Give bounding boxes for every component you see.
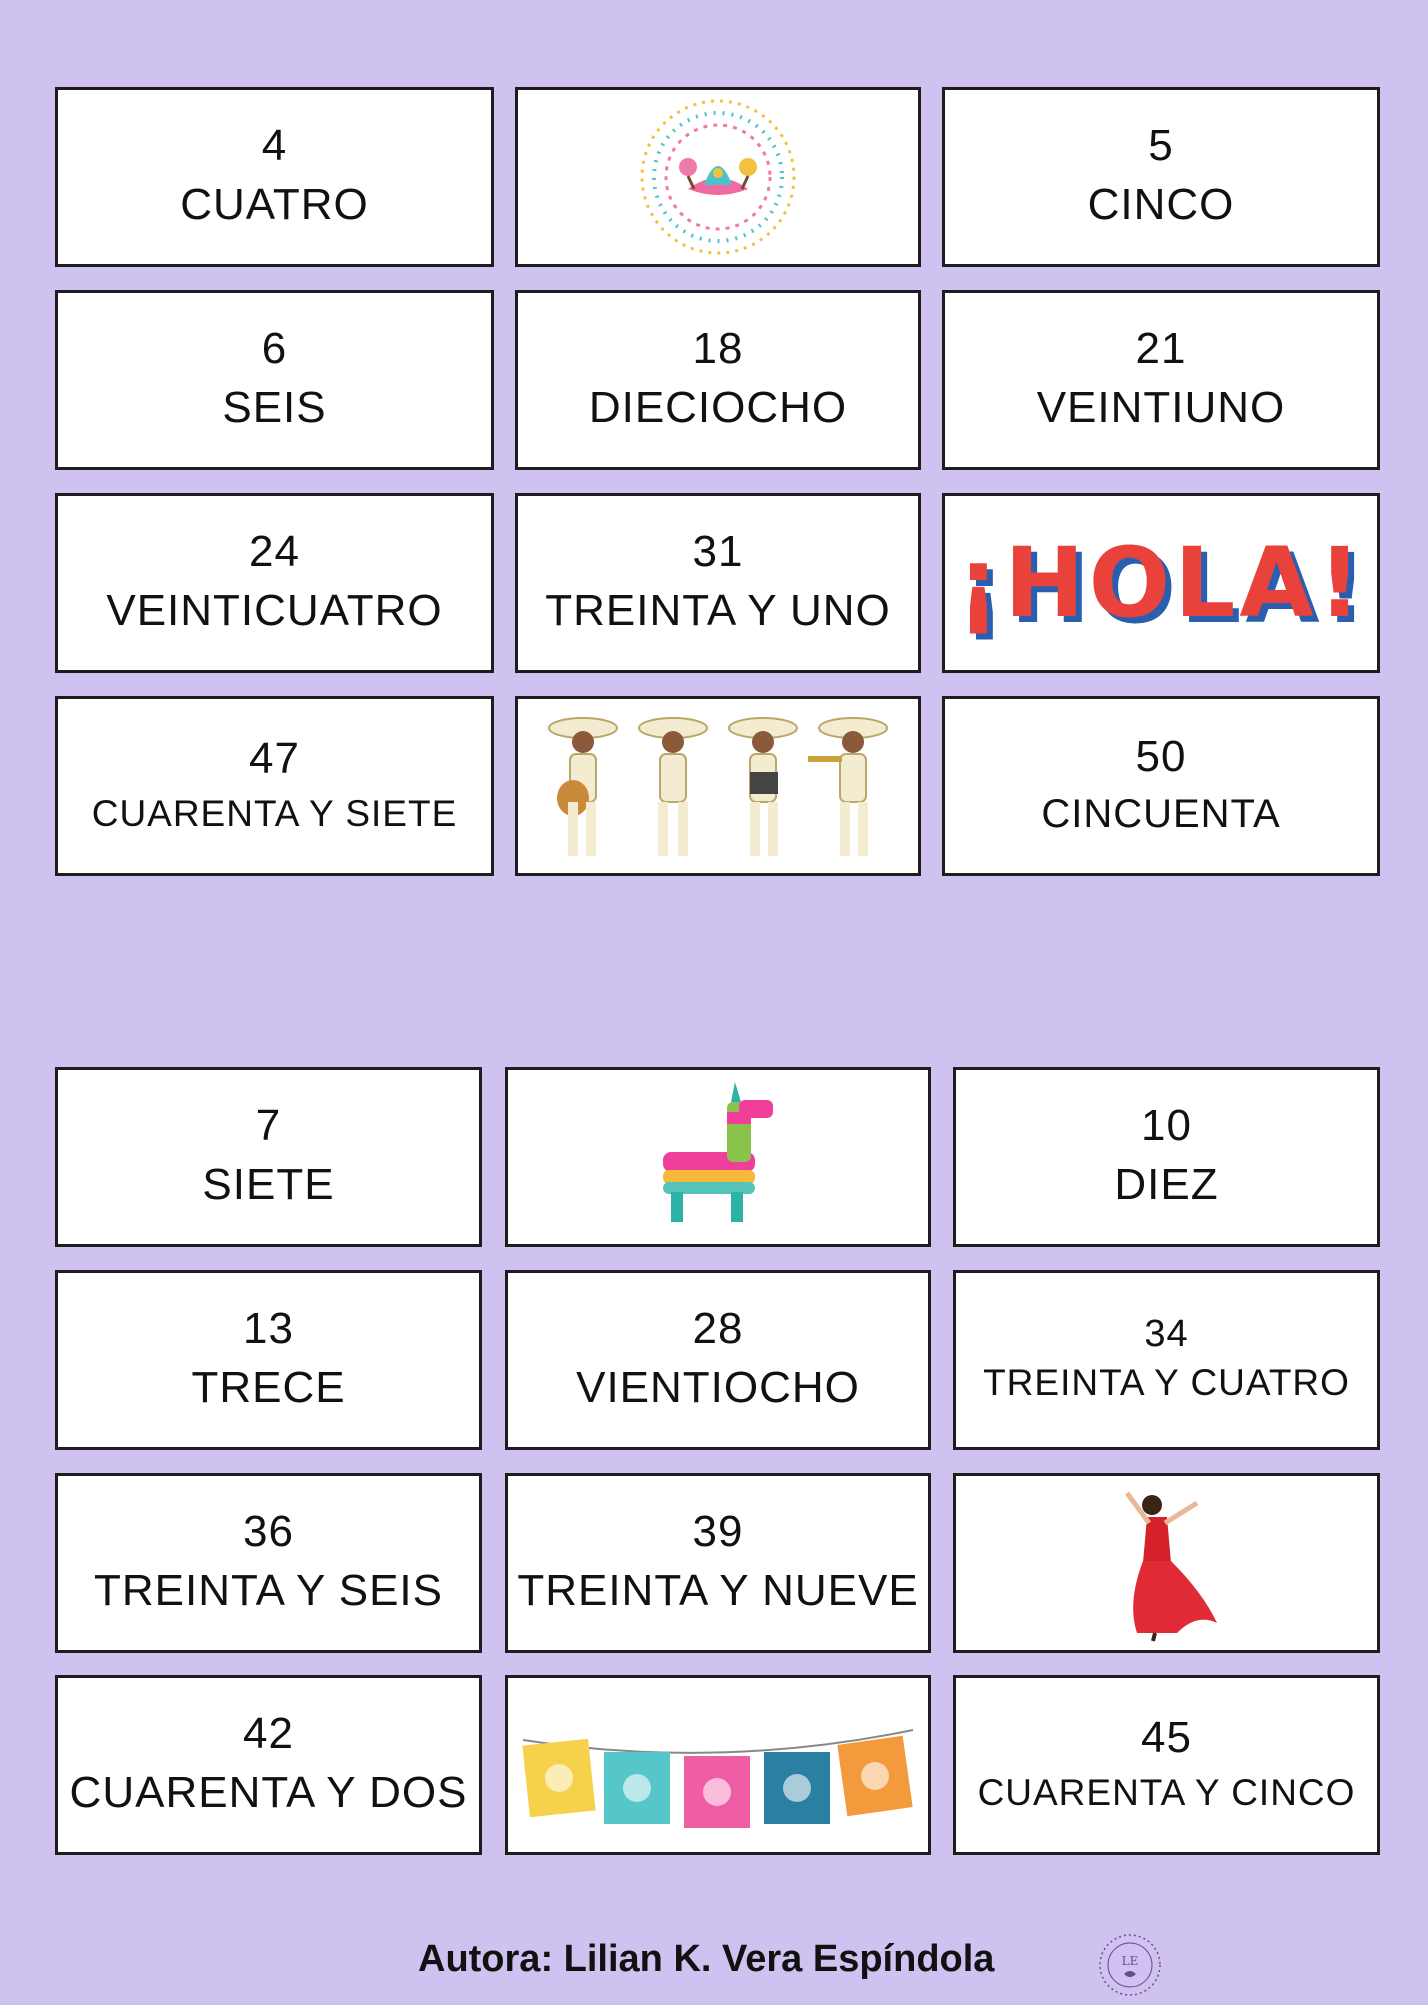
footer xyxy=(0,1930,1428,1990)
card-word: CUARENTA Y CINCO xyxy=(977,1771,1356,1813)
card-word: CUARENTA Y SIETE xyxy=(91,792,458,834)
card-28 xyxy=(505,1270,931,1450)
card-word: TREINTA Y UNO xyxy=(545,585,891,635)
card-word: DIEZ xyxy=(1114,1159,1219,1209)
mariachi-band-illustration xyxy=(518,699,918,873)
card-word: TRECE xyxy=(191,1362,346,1412)
card-21 xyxy=(942,290,1380,470)
sombrero-maracas-icon xyxy=(518,90,918,264)
card-39 xyxy=(505,1473,931,1653)
card-number: 13 xyxy=(243,1303,294,1353)
card-number: 7 xyxy=(255,1100,282,1150)
card-word: TREINTA Y SEIS xyxy=(93,1565,443,1615)
card-word: CINCO xyxy=(1087,179,1235,229)
card-36 xyxy=(55,1473,482,1653)
card-word: VIENTIOCHO xyxy=(576,1362,860,1412)
card-6 xyxy=(55,290,494,470)
card-10 xyxy=(953,1067,1380,1247)
card-number: 36 xyxy=(243,1506,294,1556)
flamenco-dancer-icon xyxy=(956,1476,1377,1650)
card-number: 21 xyxy=(1135,323,1187,373)
card-word: CUATRO xyxy=(180,179,369,229)
card-number: 45 xyxy=(1141,1712,1192,1762)
card-image-mariachi xyxy=(515,696,921,876)
card-number: 18 xyxy=(692,323,744,373)
hola-text: ¡HOLA! xyxy=(956,527,1366,639)
card-24 xyxy=(55,493,494,673)
card-31 xyxy=(515,493,921,673)
card-number: 34 xyxy=(1144,1312,1189,1355)
card-number: 47 xyxy=(249,733,300,783)
card-13 xyxy=(55,1270,482,1450)
card-number: 4 xyxy=(261,120,288,170)
hola-lettering xyxy=(945,496,1377,670)
papel-picado-banner-icon xyxy=(508,1678,928,1852)
card-word: CUARENTA Y DOS xyxy=(69,1767,468,1817)
mariachi-4-icon xyxy=(808,718,887,856)
card-number: 6 xyxy=(261,323,288,373)
card-4 xyxy=(55,87,494,267)
card-47 xyxy=(55,696,494,876)
card-number: 31 xyxy=(692,526,744,576)
card-word: VEINTIUNO xyxy=(1036,382,1286,432)
card-image-pinata xyxy=(505,1067,931,1247)
mariachi-1-icon xyxy=(549,718,617,856)
card-number: 28 xyxy=(692,1303,744,1353)
card-word: SIETE xyxy=(202,1159,335,1209)
mariachi-2-icon xyxy=(639,718,707,856)
card-45 xyxy=(953,1675,1380,1855)
card-number: 39 xyxy=(692,1506,744,1556)
card-number: 50 xyxy=(1135,731,1187,781)
mariachi-3-icon xyxy=(729,718,797,856)
card-5 xyxy=(942,87,1380,267)
card-image-papel-picado xyxy=(505,1675,931,1855)
card-34 xyxy=(953,1270,1380,1450)
svg-text:LE: LE xyxy=(1121,1954,1139,1968)
card-word: TREINTA Y NUEVE xyxy=(517,1565,919,1615)
card-word: VEINTICUATRO xyxy=(106,585,443,635)
card-word: DIECIOCHO xyxy=(588,382,848,432)
card-50 xyxy=(942,696,1380,876)
card-word: TREINTA Y CUATRO xyxy=(983,1361,1350,1403)
card-number: 5 xyxy=(1148,120,1174,170)
author-seal-logo xyxy=(1090,1930,1170,2005)
card-number: 42 xyxy=(243,1708,294,1758)
pinata-icon xyxy=(508,1070,928,1244)
card-42 xyxy=(55,1675,482,1855)
author-credit: Autora: Lilian K. Vera Espíndola xyxy=(418,1938,995,1980)
card-number: 24 xyxy=(249,526,300,576)
card-word: CINCUENTA xyxy=(1041,792,1281,837)
card-image-sombrero xyxy=(515,87,921,267)
card-word: SEIS xyxy=(222,382,327,432)
card-7 xyxy=(55,1067,482,1247)
card-image-hola xyxy=(942,493,1380,673)
card-image-flamenco xyxy=(953,1473,1380,1653)
card-18 xyxy=(515,290,921,470)
card-number: 10 xyxy=(1141,1100,1192,1150)
